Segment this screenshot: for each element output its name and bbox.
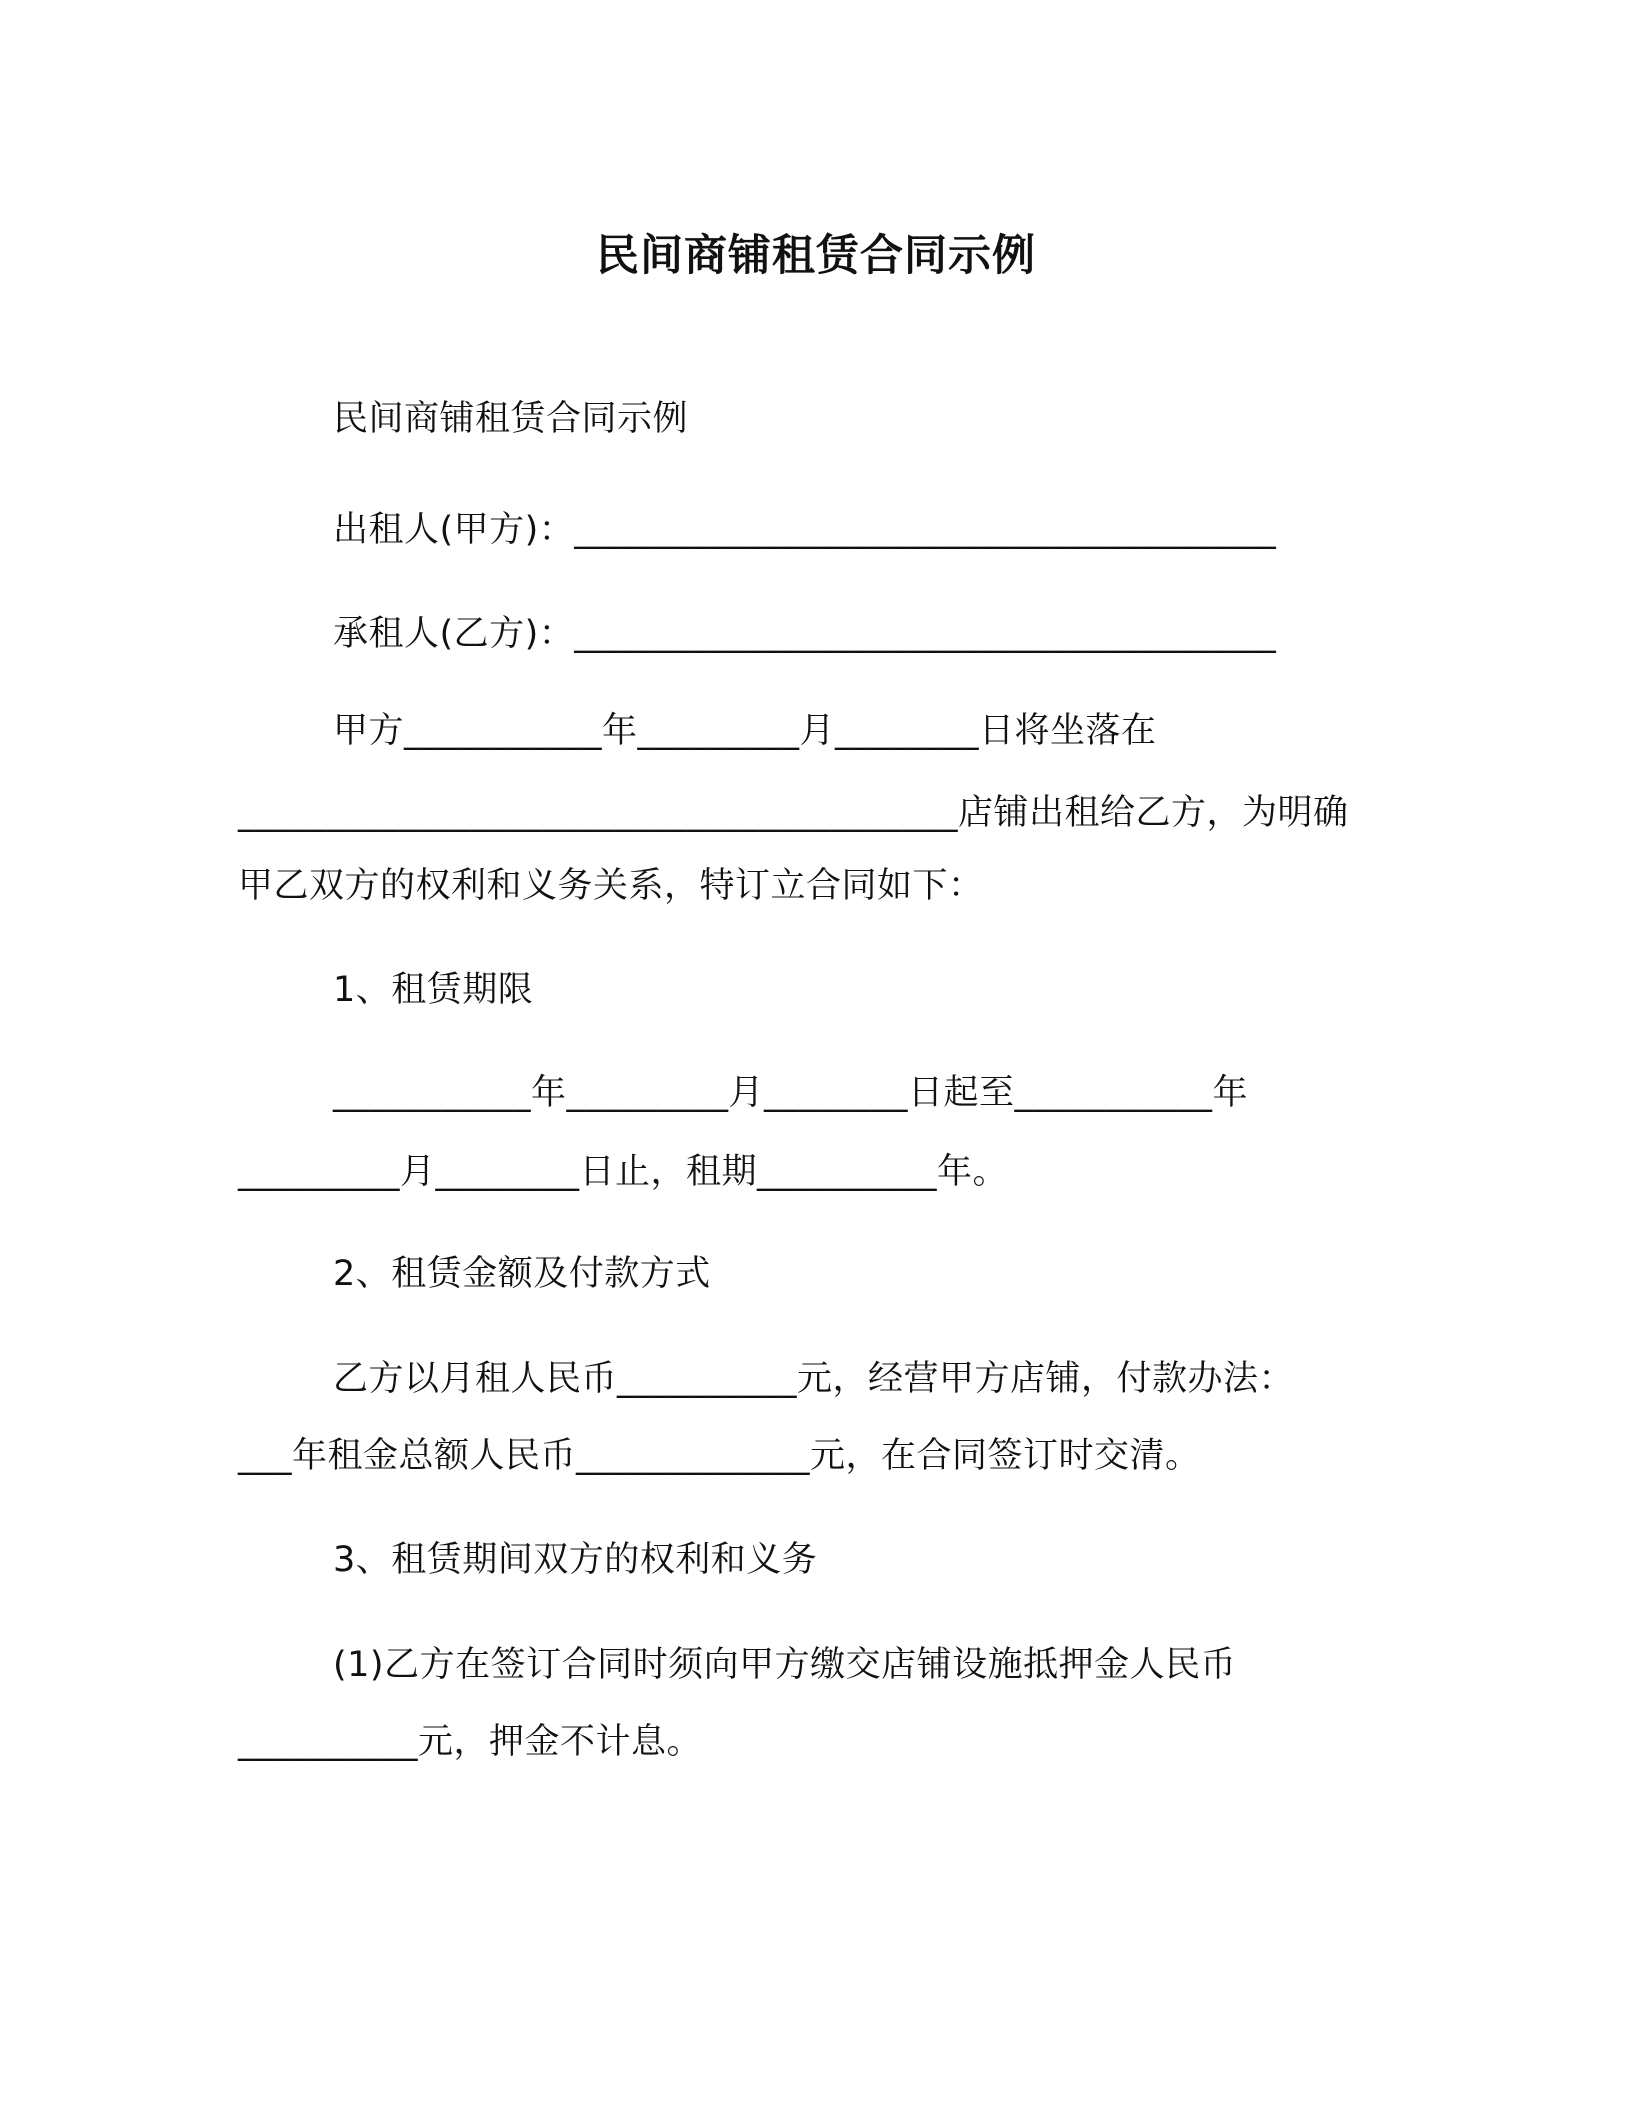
- lessor-line: 出租人(甲方)：_______________________________________: [333, 510, 1277, 550]
- deposit-line-1: (1)乙方在签订合同时须向甲方缴交店铺设施抵押金人民币: [333, 1645, 1237, 1685]
- document-title: 民间商铺租赁合同示例: [596, 231, 1036, 281]
- section-3-heading: 3、租赁期间双方的权利和义务: [333, 1540, 818, 1580]
- payment-line-2: ___年租金总额人民币_____________元，在合同签订时交清。: [238, 1436, 1201, 1476]
- term-line-2: _________月________日止，租期__________年。: [238, 1152, 1009, 1192]
- term-line-1: ___________年_________月________日起至___________年: [333, 1073, 1249, 1113]
- section-1-heading: 1、租赁期限: [333, 970, 534, 1010]
- subtitle-line: 民间商铺租赁合同示例: [333, 399, 689, 439]
- intro-line-1: 甲方___________年_________月________日将坐落在: [333, 711, 1157, 751]
- section-2-heading: 2、租赁金额及付款方式: [333, 1254, 711, 1294]
- intro-line-2: ________________________________________店铺出租给乙方，为明确: [238, 793, 1349, 833]
- deposit-line-2: __________元，押金不计息。: [238, 1722, 703, 1762]
- intro-line-3: 甲乙双方的权利和义务关系，特订立合同如下：: [238, 866, 984, 906]
- payment-line-1: 乙方以月租人民币__________元，经营甲方店铺，付款办法：: [333, 1359, 1295, 1399]
- lessee-line: 承租人(乙方)：_______________________________________: [333, 614, 1277, 654]
